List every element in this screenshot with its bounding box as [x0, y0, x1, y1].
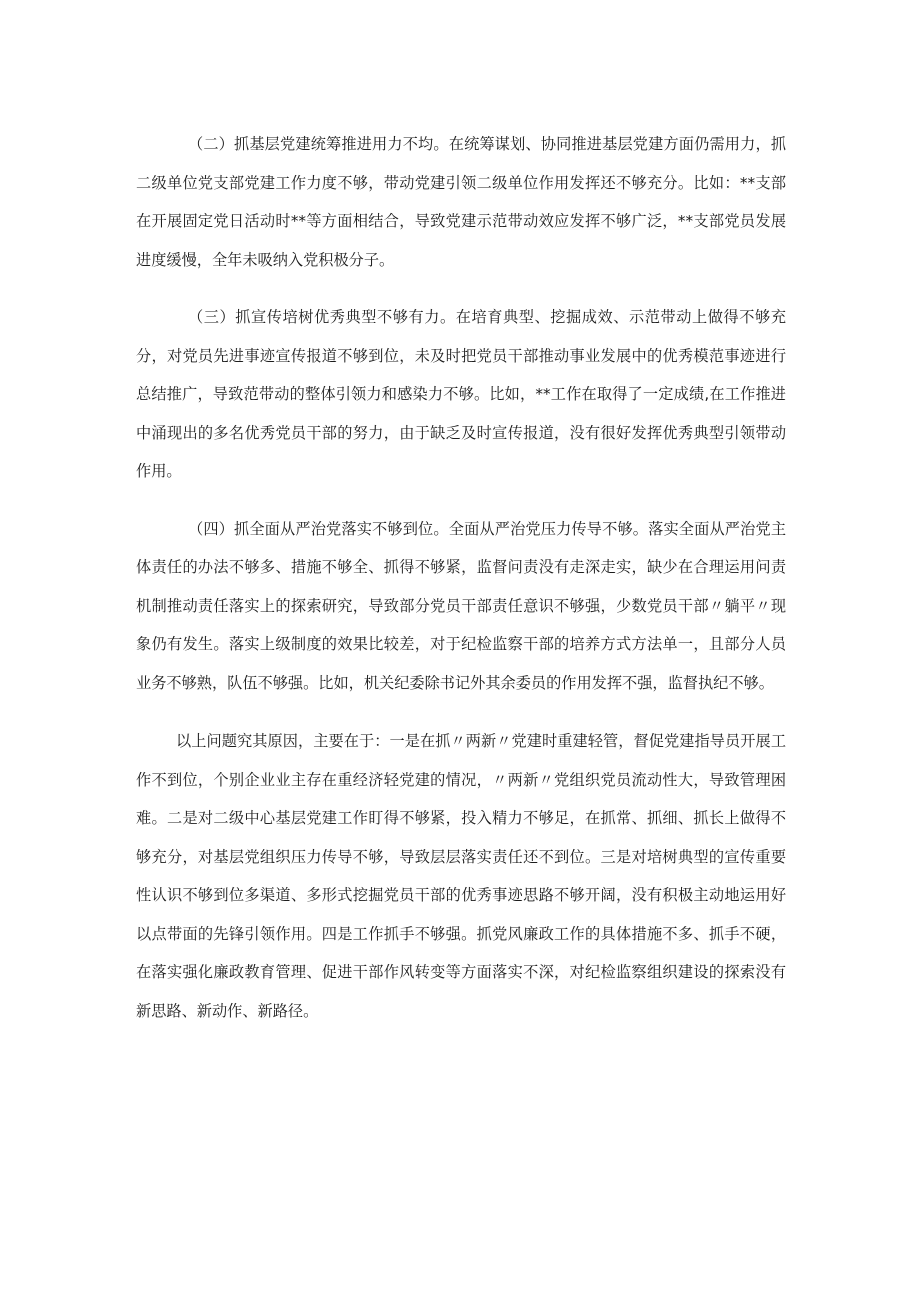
- paragraph-root-causes: 以上问题究其原因，主要在于：一是在抓〃两新〃党建时重建轻管，督促党建指导员开展工作不到位，个别企业业主存在重经济轻党建的情况，〃两新〃党组织党员流动性大，导致管理困难。二是对二级中心基层党建工作盯得不够紧，投入精力不够足，在抓常、抓细、抓长上做得不够充分，对基层党组织压力传导不够，导致层层落实责任还不到位。三是对培树典型的宣传重要性认识不够到位多渠道、多形式挖掘党员干部的优秀事迹思路不够开阔，没有积极主动地运用好以点带面的先锋引领作用。四是工作抓手不够强。抓党风廉政工作的具体措施不多、抓手不硬，在落实强化廉政教育管理、促进干部作风转变等方面落实不深，对纪检监察组织建设的探索没有新思路、新动作、新路径。: [136, 732, 786, 1020]
- paragraph-model-promotion: （三）抓宣传培树优秀典型不够有力。在培育典型、挖掘成效、示范带动上做得不够充分，对党员先进事迹宣传报道不够到位，未及时把党员干部推动事业发展中的优秀模范事迹进行总结推广，导致范带动的整体引领力和感染力不够。比如，**工作在取得了一定成绩,在工作推进中涌现出的多名优秀党员干部的努力，由于缺乏及时宣传报道，没有很好发挥优秀典型引领带动作用。: [136, 308, 786, 480]
- document-body: [136, 125, 786, 1030]
- paragraph-strict-governance: （四）抓全面从严治党落实不够到位。全面从严治党压力传导不够。落实全面从严治党主体责任的办法不够多、措施不够全、抓得不够紧，监督问责没有走深走实，缺少在合理运用问责机制推动责任落实上的探索研究，导致部分党员干部责任意识不够强，少数党员干部〃躺平〃现象仍有发生。落实上级制度的效果比较差，对于纪检监察干部的培养方式方法单一，且部分人员业务不够熟，队伍不够强。比如，机关纪委除书记外其余委员的作用发挥不强，监督执纪不够。: [136, 519, 786, 692]
- paragraph-grassroots-party-building: （二）抓基层党建统筹推进用力不均。在统筹谋划、协同推进基层党建方面仍需用力，抓二级单位党支部党建工作力度不够，带动党建引领二级单位作用发挥还不够充分。比如：**支部在开展固定党日活动时**等方面相结合，导致党建示范带动效应发挥不够广泛，**支部党员发展进度缓慢，全年未吸纳入党积极分子。: [136, 135, 786, 269]
